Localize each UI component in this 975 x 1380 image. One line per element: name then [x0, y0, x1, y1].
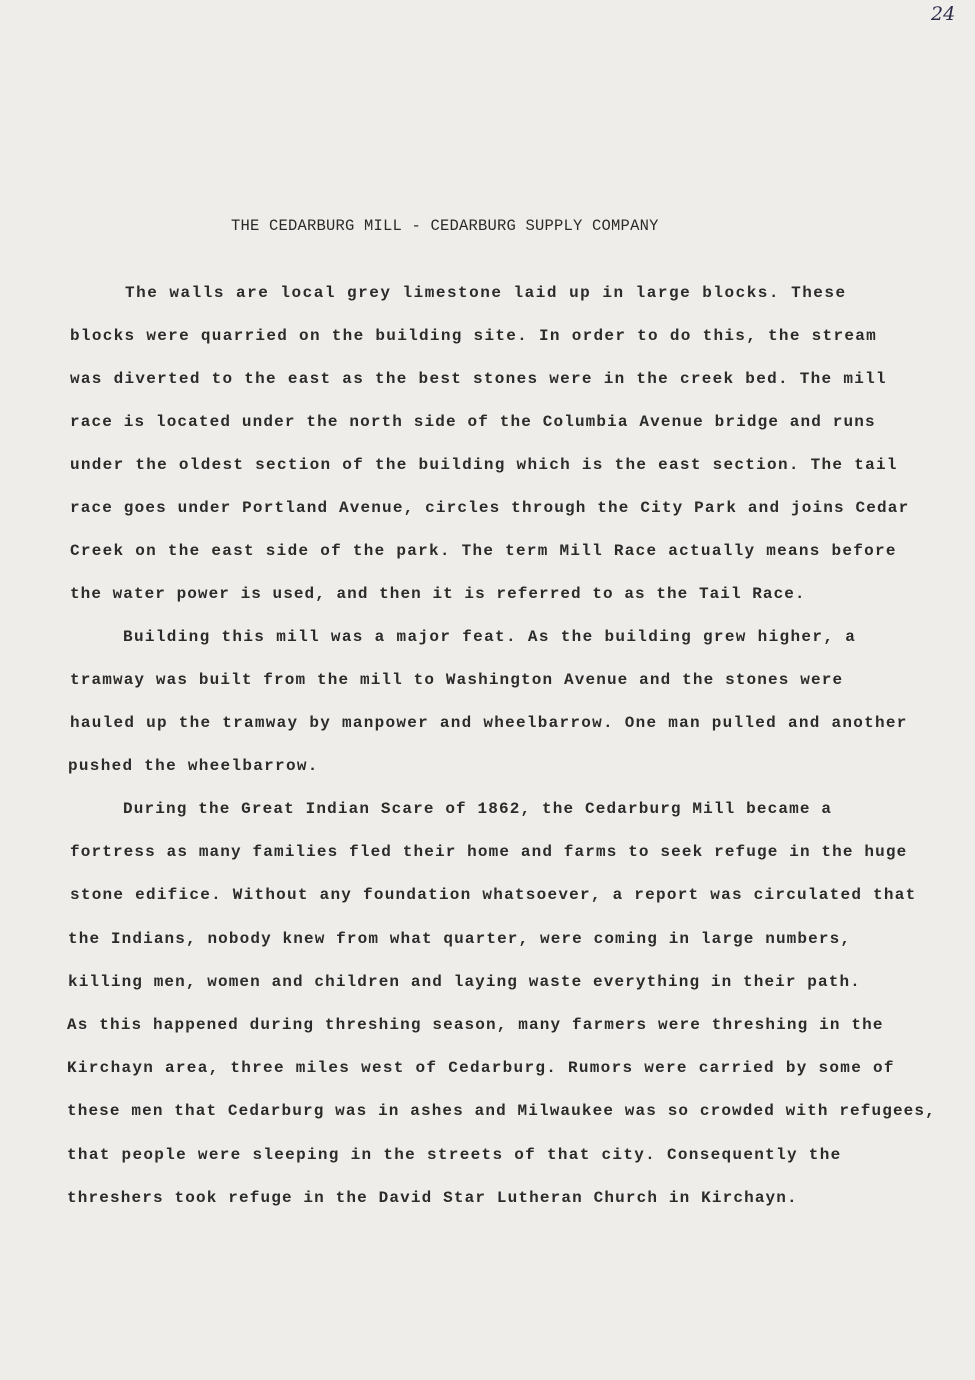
body-line-13: During the Great Indian Scare of 1862, the Cedarburg Mill became a — [123, 800, 833, 818]
body-line-1: The walls are local grey limestone laid up in large blocks. These — [125, 284, 847, 302]
body-line-5: under the oldest section of the building which is the east section. The tail — [70, 456, 898, 474]
body-line-11: hauled up the tramway by manpower and wheelbarrow. One man pulled and another — [70, 714, 908, 732]
body-line-4: race is located under the north side of the Columbia Avenue bridge and runs — [70, 413, 876, 431]
page-number: 24 — [931, 3, 956, 25]
body-line-20: these men that Cedarburg was in ashes and Milwaukee was so crowded with refugees, — [67, 1102, 936, 1120]
body-line-14: fortress as many families fled their home and farms to seek refuge in the huge — [70, 843, 908, 861]
body-line-15: stone edifice. Without any foundation whatsoever, a report was circulated that — [70, 886, 917, 904]
body-line-18: As this happened during threshing season, many farmers were threshing in the — [67, 1016, 884, 1034]
body-line-22: threshers took refuge in the David Star Lutheran Church in Kirchayn. — [67, 1189, 798, 1207]
body-line-10: tramway was built from the mill to Washington Avenue and the stones were — [70, 671, 844, 689]
body-line-9: Building this mill was a major feat. As the building grew higher, a — [123, 628, 857, 646]
body-line-8: the water power is used, and then it is referred to as the Tail Race. — [70, 585, 806, 603]
body-line-21: that people were sleeping in the streets of that city. Consequently the — [67, 1146, 842, 1164]
body-line-12: pushed the wheelbarrow. — [68, 757, 319, 775]
body-line-2: blocks were quarried on the building site. In order to do this, the stream — [70, 327, 878, 345]
body-line-7: Creek on the east side of the park. The term Mill Race actually means before — [70, 542, 897, 560]
body-line-16: the Indians, nobody knew from what quarter, were coming in large numbers, — [68, 930, 852, 948]
document-title: THE CEDARBURG MILL - CEDARBURG SUPPLY COMPANY — [231, 217, 659, 235]
body-line-6: race goes under Portland Avenue, circles through the City Park and joins Cedar — [70, 499, 910, 517]
body-line-19: Kirchayn area, three miles west of Cedarburg. Rumors were carried by some of — [67, 1059, 895, 1077]
body-line-17: killing men, women and children and laying waste everything in their path. — [68, 973, 861, 991]
body-line-3: was diverted to the east as the best stones were in the creek bed. The mill — [70, 370, 887, 388]
